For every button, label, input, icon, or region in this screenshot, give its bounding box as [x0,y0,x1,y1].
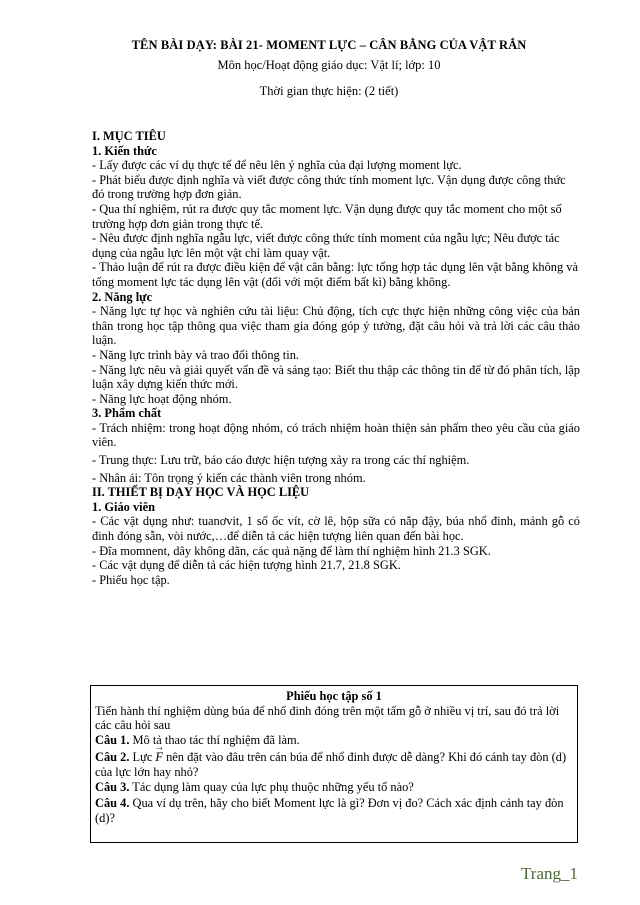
worksheet-question-2 [95,750,573,779]
question-text: Tác dụng làm quay của lực phụ thuộc những yếu tố nào? [129,779,414,794]
quality-item: - Nhân ái: Tôn trọng ý kiến các thành viên trong nhóm. [92,470,366,485]
worksheet-question-3 [95,780,573,795]
competence-item: - Năng lực nêu và giải quyết vấn đề và sáng tạo: Biết thu thập các thông tin để từ đó phân tích, lập luận xây dựng kiến thức mới. [92,362,580,392]
worksheet-title: Phiếu học tập số 1 [286,689,382,703]
question-label: Câu 4. [95,796,130,811]
competence-item: - Năng lực hoạt động nhóm. [92,391,232,406]
page-number: Trang_1 [521,864,578,883]
teacher-item: - Đĩa momnent, dây không dãn, các quả nặng để làm thí nghiệm hình 21.3 SGK. [92,543,491,558]
question-label: Câu 2. [95,750,130,765]
subject-line: Môn học/Hoạt động giáo dục: Vật lí; lớp: 10 [217,58,441,72]
question-text: Lực [129,750,156,765]
question-label: Câu 3. [95,779,130,794]
competence-item: - Năng lực trình bày và trao đổi thông tin. [92,347,299,362]
quality-heading: 3. Phẩm chất [92,406,162,421]
knowledge-item: - Qua thí nghiệm, rút ra được quy tắc moment lực. Vận dụng được quy tắc moment cho một số trường hợp đơn giản trong thực tế. [92,201,562,231]
quality-item: - Trách nhiệm: trong hoạt động nhóm, có trách nhiệm hoàn thiện sản phẩm theo yêu cầu của giáo viên. [92,420,580,450]
teacher-item: - Phiếu học tập. [92,572,170,587]
worksheet-box [90,685,578,843]
lesson-title: TÊN BÀI DẠY: BÀI 21- MOMENT LỰC – CÂN BẰNG CỦA VẬT RẮN [131,38,527,52]
competence-item: - Năng lực tự học và nghiên cứu tài liệu: Chủ động, tích cực thực hiện những công việc của bản thân trong học tập thông qua việc tham gia đóng góp ý tưởng, đặt câu hỏi và trả lời các câu thảo luận. [92,304,580,348]
document-body [92,129,580,587]
force-vector-symbol: → F [155,750,163,765]
teacher-heading: 1. Giáo viên [92,499,155,514]
knowledge-item: - Lấy được các ví dụ thực tế để nêu lên ý nghĩa của đại lượng moment lực. [92,158,462,173]
section-objectives-heading: I. MỤC TIÊU [92,129,166,143]
question-text: Qua ví dụ trên, hãy cho biết Moment lực là gì? Đơn vị đo? Cách xác định cánh tay đòn (d)? [95,796,564,825]
question-label: Câu 1. [95,732,130,747]
knowledge-item: - Thảo luận để rút ra được điều kiện để vật cân bằng: lực tổng hợp tác dụng lên vật bằng không và tổng moment lực tác dụng lên vật (đối với một điểm bất kì) bằng không. [92,260,578,289]
teacher-item: - Các vật dụng như: tuanơvit, 1 số ốc vít, cờ lê, hộp sữa có nắp đậy, búa nhổ đinh, mảnh gỗ có đinh đóng sẵn, vòi nước,…để diễn tả các hiện tượng liên quan đến bài học. [92,514,580,544]
competence-heading: 2. Năng lực [92,289,153,304]
duration-line: Thời gian thực hiện: (2 tiết) [259,84,399,98]
quality-item: - Trung thực: Lưu trữ, báo cáo được hiện tượng xảy ra trong các thí nghiệm. [92,453,470,468]
question-text: Mô tả thao tác thí nghiệm đã làm. [129,732,300,747]
worksheet-intro: Tiến hành thí nghiệm dùng búa để nhổ đinh đóng trên một tấm gỗ ở nhiều vị trí, sau đó trả lời các câu hỏi sau [95,703,560,733]
worksheet-question-1 [95,733,573,748]
section-equipment-heading: II. THIẾT BỊ DẠY HỌC VÀ HỌC LIỆU [92,485,310,500]
knowledge-item: - Phát biểu được định nghĩa và viết được công thức tính moment lực. Vận dụng được công thức đó trong trường hợp đơn giản. [92,172,566,202]
question-text: nên đặt vào đâu trên cán búa để nhổ đinh được dễ dàng? Khi đó cánh tay đòn (d) của lực lớn hay nhỏ? [95,750,567,779]
knowledge-heading: 1. Kiến thức [92,143,157,158]
worksheet-question-4 [95,796,573,825]
teacher-item: - Các vật dụng để diễn tả các hiện tượng hình 21.7, 21.8 SGK. [92,558,401,573]
knowledge-item: - Nêu được định nghĩa ngẫu lực, viết được công thức tính moment của ngẫu lực; Nêu được tác dụng của ngẫu lực lên một vật chỉ làm quay vật. [92,231,560,260]
